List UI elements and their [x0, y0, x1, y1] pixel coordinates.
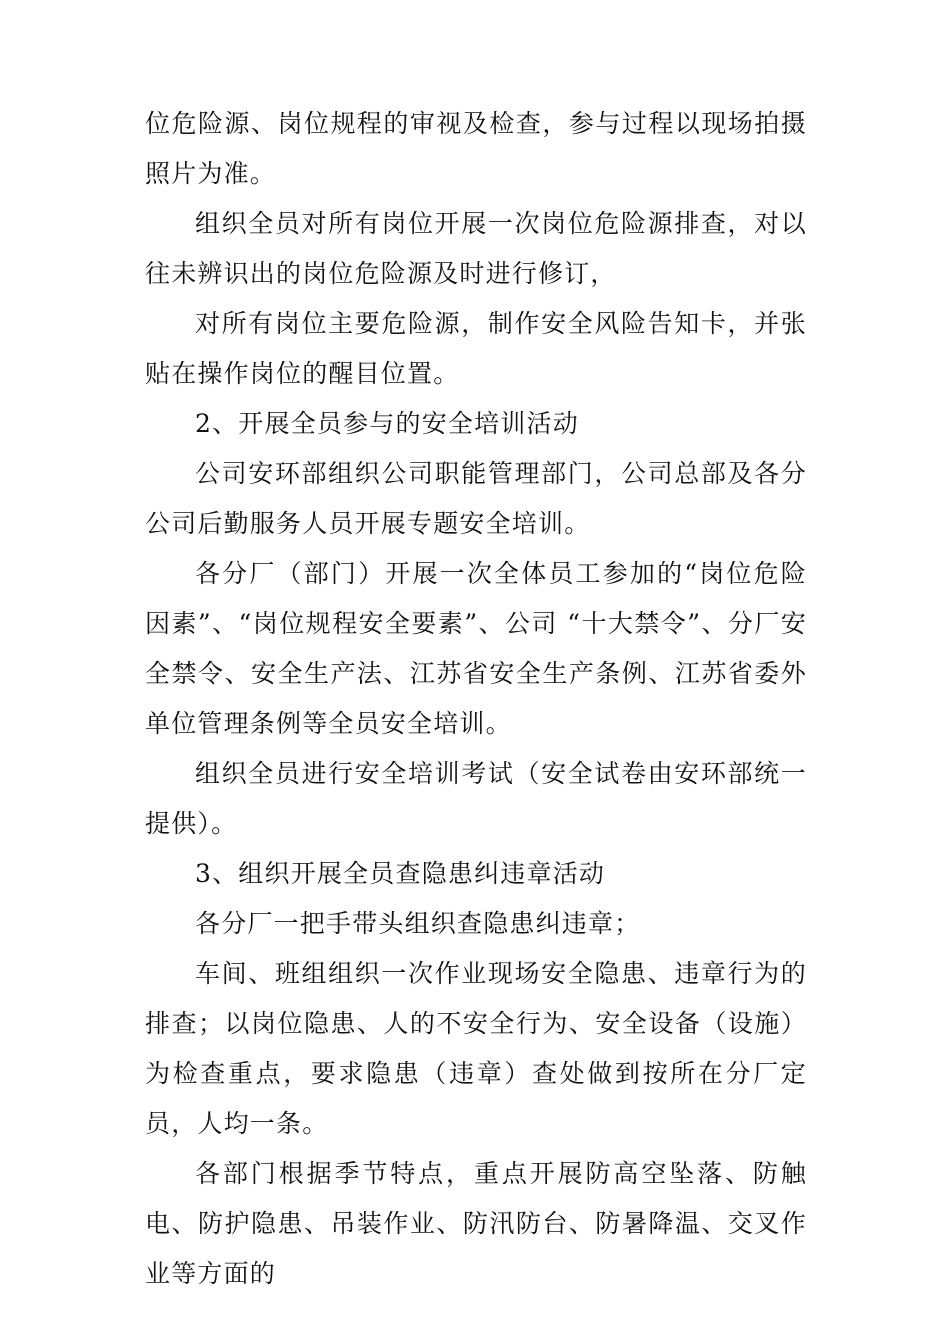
paragraph: 组织全员进行安全培训考试（安全试卷由安环部统一提供）。 [145, 759, 807, 838]
section-heading: 3、组织开展全员查隐患纠违章活动 [195, 859, 606, 888]
paragraph: 各部门根据季节特点，重点开展防高空坠落、防触电、防护隐患、吊装作业、防汛防台、防暑降温、交叉作业等方面的 [145, 1159, 807, 1288]
body-text [145, 99, 807, 1299]
paragraph-continuation: 位危险源、岗位规程的审视及检查，参与过程以现场拍摄照片为准。 [145, 109, 807, 188]
paragraph: 各分厂（部门）开展一次全体员工参加的“岗位危险因素”、“岗位规程安全要素”、公司 “十大禁令”、分厂安全禁令、安全生产法、江苏省安全生产条例、江苏省委外单位管理条例等全员安全培训。 [145, 559, 807, 738]
paragraph: 对所有岗位主要危险源，制作安全风险告知卡，并张贴在操作岗位的醒目位置。 [145, 309, 807, 388]
paragraph: 组织全员对所有岗位开展一次岗位危险源排查，对以往未辨识出的岗位危险源及时进行修订， [145, 209, 807, 288]
paragraph: 各分厂一把手带头组织查隐患纠违章； [195, 909, 641, 938]
section-heading: 2、开展全员参与的安全培训活动 [195, 409, 579, 438]
paragraph: 公司安环部组织公司职能管理部门，公司总部及各分公司后勤服务人员开展专题安全培训。 [145, 459, 807, 538]
paragraph: 车间、班组组织一次作业现场安全隐患、违章行为的排查；以岗位隐患、人的不安全行为、安全设备（设施）为检查重点，要求隐患（违章）查处做到按所在分厂定员，人均一条。 [145, 959, 807, 1138]
